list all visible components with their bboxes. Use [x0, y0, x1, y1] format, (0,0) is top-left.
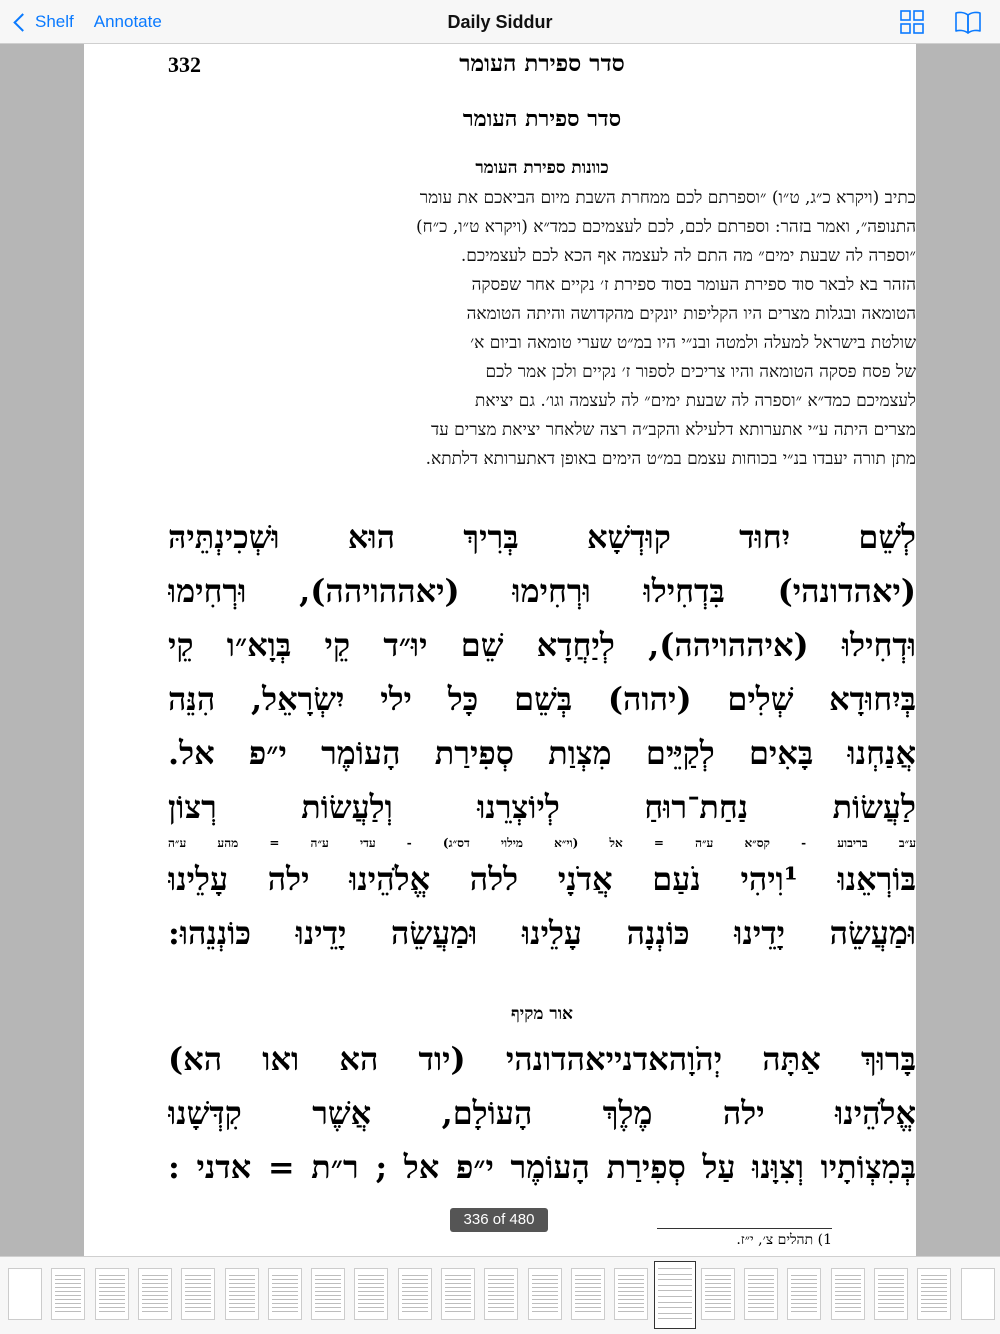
thumbnail-text-line	[705, 1291, 731, 1292]
prayer-line: בּוֹרְאֵנוּ ¹וִיהִי נֹעַם אֲדֹנָי ללה אֱלֹהֵינוּ ילה עָלֵינוּ	[168, 860, 916, 898]
thumbnail-text-line	[791, 1279, 817, 1280]
thumbnail-text-line	[358, 1307, 384, 1308]
paragraph-line: ״וספרה לה שבעת ימים״ מה התם לה לעצמה אף הכא לכם לעצמיכם.	[460, 246, 916, 266]
thumbnail-text-line	[315, 1283, 341, 1284]
navigation-bar	[0, 0, 1000, 44]
thumbnail-text-line	[142, 1311, 168, 1312]
thumbnail-text-line	[488, 1279, 514, 1280]
page-thumbnail[interactable]	[8, 1268, 42, 1320]
thumbnail-text-line	[55, 1311, 81, 1312]
thumbnail-text-line	[142, 1291, 168, 1292]
thumbnail-text-line	[55, 1275, 81, 1276]
thumbnail-text-line	[705, 1311, 731, 1312]
thumbnail-text-line	[142, 1299, 168, 1300]
thumbnail-text-line	[99, 1311, 125, 1312]
thumbnail-text-line	[445, 1299, 471, 1300]
thumbnail-text-line	[142, 1303, 168, 1304]
thumbnail-text-line	[921, 1311, 947, 1312]
thumbnail-text-line	[142, 1283, 168, 1284]
thumbnail-text-line	[835, 1303, 861, 1304]
page-thumbnail[interactable]	[874, 1268, 908, 1320]
thumbnail-text-line	[445, 1291, 471, 1292]
thumbnail-text-line	[99, 1299, 125, 1300]
book-open-icon[interactable]	[954, 8, 982, 36]
paragraph-line: מתן תורה יעבדו בנ״י בכוחות עצמם במ״ט הימים באופן דאתערותא דלתתא.	[425, 449, 916, 469]
thumbnail-text-line	[618, 1295, 644, 1296]
thumbnail-text-line	[878, 1299, 904, 1300]
thumbnail-text-line	[658, 1285, 692, 1286]
thumbnail-text-line	[229, 1291, 255, 1292]
thumbnail-text-line	[835, 1275, 861, 1276]
thumbnail-text-line	[315, 1279, 341, 1280]
thumbnail-text-line	[488, 1299, 514, 1300]
thumbnail-text-line	[315, 1287, 341, 1288]
page-thumbnail[interactable]	[484, 1268, 518, 1320]
thumbnail-text-line	[488, 1295, 514, 1296]
thumbnail-text-line	[921, 1279, 947, 1280]
thumbnail-text-line	[315, 1275, 341, 1276]
thumbnail-text-line	[315, 1299, 341, 1300]
thumbnail-text-line	[748, 1287, 774, 1288]
thumbnail-text-line	[229, 1307, 255, 1308]
thumbnail-text-line	[618, 1311, 644, 1312]
thumbnail-text-line	[445, 1279, 471, 1280]
thumbnail-text-line	[791, 1275, 817, 1276]
thumbnail-text-line	[618, 1283, 644, 1284]
thumbnail-text-line	[921, 1287, 947, 1288]
thumbnail-text-line	[835, 1291, 861, 1292]
thumbnail-text-line	[532, 1299, 558, 1300]
thumbnail-text-line	[921, 1283, 947, 1284]
gematria-note: ע״ב בריבוע - קס״א ע״ה = אל (וי״א מילוי דס״ג) - עדי ע״ה = מהע ע״ה	[168, 836, 916, 850]
thumbnail-text-line	[142, 1307, 168, 1308]
thumbnail-text-line	[618, 1299, 644, 1300]
app-title: Daily Siddur	[447, 12, 553, 32]
page-thumbnail-strip[interactable]	[0, 1256, 1000, 1334]
thumbnail-text-line	[142, 1279, 168, 1280]
page-thumbnail[interactable]	[398, 1268, 432, 1320]
thumbnail-text-line	[575, 1311, 601, 1312]
thumbnail-text-line	[658, 1318, 692, 1319]
page-thumbnail[interactable]	[268, 1268, 302, 1320]
thumbnail-text-line	[55, 1295, 81, 1296]
thumbnail-text-line	[55, 1291, 81, 1292]
thumbnail-text-line	[878, 1291, 904, 1292]
thumbnail-text-line	[272, 1279, 298, 1280]
thumbnail-text-line	[618, 1275, 644, 1276]
thumbnail-text-line	[748, 1311, 774, 1312]
page-thumbnail[interactable]	[181, 1268, 215, 1320]
thumbnail-text-line	[402, 1299, 428, 1300]
thumbnail-text-line	[402, 1287, 428, 1288]
thumbnail-text-line	[55, 1279, 81, 1280]
thumbnail-text-line	[705, 1283, 731, 1284]
thumbnail-text-line	[402, 1295, 428, 1296]
page-header	[168, 44, 916, 86]
paragraph-line: הזהר בא לבאר סוד ספירת העומר בסוד ספירת ז׳ נקיים אחר שפסקה	[471, 275, 916, 295]
thumbnail-text-line	[272, 1275, 298, 1276]
thumbnail-text-line	[185, 1311, 211, 1312]
prayer-line: (יאהדונהי) בִּדְחִילוּ וּרְחִימוּ (יאההויהה), וּרְחִימוּ	[168, 572, 916, 610]
thumbnail-text-line	[575, 1283, 601, 1284]
page-number: 332	[168, 52, 201, 77]
bracha-line: אֱלֹהֵינוּ ילה מֶלֶךְ הָעוֹלָם, אֲשֶׁר קִדְּשָׁנוּ	[168, 1094, 916, 1132]
thumbnail-text-line	[748, 1279, 774, 1280]
thumbnail-text-line	[142, 1295, 168, 1296]
thumbnail-text-line	[272, 1303, 298, 1304]
thumbnail-text-line	[791, 1287, 817, 1288]
thumbnail-text-line	[705, 1299, 731, 1300]
thumbnail-text-line	[229, 1283, 255, 1284]
thumbnail-text-line	[488, 1303, 514, 1304]
page-thumbnail[interactable]	[528, 1268, 562, 1320]
thumbnail-text-line	[835, 1307, 861, 1308]
thumbnail-text-line	[532, 1311, 558, 1312]
prayer-line: וּדְחִילוּ (איההויהה), לְיַחֲדָא שֵׁם יוּ״ד קֵי בְּוָא״ו קֵי	[168, 626, 916, 664]
thumbnail-text-line	[358, 1275, 384, 1276]
thumbnail-text-line	[272, 1283, 298, 1284]
thumbnail-text-line	[272, 1287, 298, 1288]
thumbnail-text-line	[488, 1287, 514, 1288]
thumbnail-text-line	[921, 1299, 947, 1300]
thumbnail-text-line	[358, 1303, 384, 1304]
thumbnail-text-line	[878, 1307, 904, 1308]
thumbnail-text-line	[575, 1291, 601, 1292]
thumbnail-text-line	[99, 1295, 125, 1296]
thumbnail-text-line	[55, 1283, 81, 1284]
thumbnail-text-line	[878, 1303, 904, 1304]
thumbnail-text-line	[402, 1291, 428, 1292]
thumbnail-text-line	[532, 1287, 558, 1288]
thumbnail-text-line	[878, 1279, 904, 1280]
page-thumbnail[interactable]	[138, 1268, 172, 1320]
thumbnail-text-line	[835, 1299, 861, 1300]
book-page	[84, 44, 916, 1256]
bracha-block	[168, 1032, 916, 1194]
thumbnail-text-line	[315, 1311, 341, 1312]
thumbnail-text-line	[315, 1291, 341, 1292]
thumbnail-text-line	[878, 1295, 904, 1296]
running-title: סדר ספירת העומר	[459, 50, 625, 77]
thumbnail-text-line	[99, 1291, 125, 1292]
thumbnail-text-line	[748, 1275, 774, 1276]
thumbnail-text-line	[878, 1287, 904, 1288]
thumbnail-text-line	[402, 1279, 428, 1280]
page-thumbnail[interactable]	[787, 1268, 821, 1320]
paragraph-line: התנופה״, ואמר בזהר: וספרתם לכם, לכם לעצמיכם כמד״א (ויקרא ט״ו, כ״ח)	[416, 217, 916, 237]
section-title: סדר ספירת העומר	[462, 106, 622, 132]
or-makif-title: אור מקיף	[511, 1004, 573, 1024]
thumbnail-text-line	[99, 1275, 125, 1276]
thumbnail-text-line	[185, 1303, 211, 1304]
thumbnail-text-line	[445, 1311, 471, 1312]
paragraph-line: שולטת בישראל למעלה ולמטה ובנ״י היו במ״ט שערי טומאה וביום א׳	[470, 333, 916, 353]
paragraph-line: של פסח פסקה הטומאה והיו צריכים לספור ז׳ נקיים ולכן אמר לכם	[485, 362, 916, 382]
thumbnail-text-line	[791, 1299, 817, 1300]
thumbnail-text-line	[315, 1295, 341, 1296]
thumbnail-text-line	[55, 1287, 81, 1288]
thumbnail-text-line	[315, 1303, 341, 1304]
thumbnail-text-line	[358, 1283, 384, 1284]
thumbnail-text-line	[229, 1303, 255, 1304]
thumbnail-text-line	[575, 1299, 601, 1300]
thumbnail-text-line	[488, 1275, 514, 1276]
thumbnail-text-line	[272, 1311, 298, 1312]
thumbnail-text-line	[705, 1303, 731, 1304]
thumbnail-text-line	[55, 1299, 81, 1300]
thumbnail-text-line	[185, 1287, 211, 1288]
thumbnail-text-line	[791, 1295, 817, 1296]
thumbnail-text-line	[791, 1311, 817, 1312]
bracha-line: בְּמִצְוֹתָיו וְצִוָּנוּ עַל סְפִירַת הָעוֹמֶר י״פ אל ; ר״ת = אדני :	[168, 1148, 916, 1186]
thumbnail-text-line	[618, 1307, 644, 1308]
thumbnail-text-line	[532, 1279, 558, 1280]
thumbnail-text-line	[402, 1303, 428, 1304]
thumbnail-text-line	[99, 1303, 125, 1304]
thumbnail-text-line	[921, 1291, 947, 1292]
thumbnail-text-line	[229, 1287, 255, 1288]
thumbnail-text-line	[358, 1287, 384, 1288]
thumbnail-text-line	[315, 1307, 341, 1308]
leshem-yichud-block	[168, 510, 916, 960]
thumbnail-text-line	[185, 1279, 211, 1280]
page-thumbnail[interactable]	[961, 1268, 995, 1320]
thumbnail-text-line	[488, 1311, 514, 1312]
thumbnail-text-line	[921, 1295, 947, 1296]
thumbnail-text-line	[575, 1303, 601, 1304]
page-thumbnail[interactable]	[744, 1268, 778, 1320]
thumbnail-text-line	[229, 1279, 255, 1280]
annotate-button[interactable]: Annotate	[93, 12, 162, 31]
thumbnail-text-line	[618, 1303, 644, 1304]
thumbnail-text-line	[658, 1290, 692, 1291]
thumbnail-text-line	[748, 1307, 774, 1308]
kavanot-paragraph	[168, 184, 916, 474]
page-thumbnail[interactable]	[571, 1268, 605, 1320]
thumbnail-text-line	[402, 1275, 428, 1276]
page-thumbnail[interactable]	[95, 1268, 129, 1320]
thumbnail-text-line	[705, 1275, 731, 1276]
thumbnail-text-line	[532, 1295, 558, 1296]
page-thumbnail-current[interactable]	[654, 1261, 696, 1329]
thumbnail-text-line	[618, 1287, 644, 1288]
thumbnail-text-line	[229, 1311, 255, 1312]
section-subtitle: כוונות ספירת העומר	[475, 158, 609, 178]
thumbnail-text-line	[272, 1295, 298, 1296]
thumbnail-text-line	[185, 1283, 211, 1284]
thumbnail-text-line	[705, 1279, 731, 1280]
thumbnail-text-line	[748, 1303, 774, 1304]
page-thumbnail[interactable]	[831, 1268, 865, 1320]
thumbnail-text-line	[185, 1299, 211, 1300]
thumbnail-text-line	[358, 1279, 384, 1280]
thumbnail-text-line	[185, 1307, 211, 1308]
thumbnail-text-line	[99, 1279, 125, 1280]
shelf-label: Shelf	[35, 12, 74, 31]
thumbnail-text-line	[575, 1279, 601, 1280]
thumbnail-text-line	[488, 1291, 514, 1292]
thumbnail-text-line	[272, 1307, 298, 1308]
thumbnail-text-line	[658, 1313, 692, 1314]
thumbnail-text-line	[445, 1283, 471, 1284]
thumbnail-text-line	[488, 1283, 514, 1284]
paragraph-line: מצרים היתה ע״י אתערותא דלעילא והקב״ה רצה שלאחר יציאת מצרים עד	[430, 420, 916, 440]
grid-icon[interactable]	[898, 8, 926, 36]
prayer-line: אֲנַחְנוּ בָּאִים לְקַיֵּים מִצְוַת סְפִירַת הָעוֹמֶר י״פ אל.	[168, 734, 916, 772]
thumbnail-text-line	[835, 1311, 861, 1312]
thumbnail-text-line	[835, 1287, 861, 1288]
thumbnail-text-line	[445, 1275, 471, 1276]
prayer-line: בְּיִחוּדָא שְׁלִים (יהוה) בְּשֵׁם כָּל ילי יִשְׂרָאֵל, הִנֵּה	[168, 680, 916, 718]
thumbnail-text-line	[705, 1287, 731, 1288]
thumbnail-text-line	[402, 1283, 428, 1284]
thumbnail-text-line	[658, 1302, 692, 1303]
thumbnail-text-line	[358, 1299, 384, 1300]
thumbnail-text-line	[358, 1295, 384, 1296]
thumbnail-text-line	[358, 1311, 384, 1312]
page-thumbnail[interactable]	[354, 1268, 388, 1320]
thumbnail-text-line	[272, 1299, 298, 1300]
thumbnail-text-line	[705, 1307, 731, 1308]
shelf-back-button[interactable]	[10, 12, 74, 32]
thumbnail-text-line	[575, 1295, 601, 1296]
thumbnail-text-line	[748, 1299, 774, 1300]
thumbnail-text-line	[835, 1279, 861, 1280]
thumbnail-text-line	[532, 1303, 558, 1304]
page-thumbnail[interactable]	[614, 1268, 648, 1320]
page-indicator: 336 of 480	[450, 1208, 548, 1232]
thumbnail-text-line	[445, 1287, 471, 1288]
thumbnail-text-line	[445, 1307, 471, 1308]
thumbnail-text-line	[358, 1291, 384, 1292]
prayer-line: וּמַעֲשֵׂה יָדֵינוּ כּוֹנְנָה עָלֵינוּ וּמַעֲשֵׂה יָדֵינוּ כּוֹנְנֵהוּ:	[168, 914, 916, 952]
thumbnail-text-line	[55, 1307, 81, 1308]
prayer-line: לְשֵׁם יִחוּד קוּדְשָׁא בְּרִיךְ הוּא וּשְׁכִינְתֵּיהּ	[168, 518, 916, 556]
thumbnail-text-line	[618, 1291, 644, 1292]
thumbnail-text-line	[402, 1307, 428, 1308]
thumbnail-text-line	[748, 1283, 774, 1284]
thumbnail-text-line	[532, 1291, 558, 1292]
thumbnail-text-line	[748, 1291, 774, 1292]
thumbnail-text-line	[878, 1275, 904, 1276]
thumbnail-text-line	[445, 1295, 471, 1296]
prayer-line: לַעֲשׂוֹת נַחַת־רוּחַ לְיוֹצְרֵנוּ וְלַעֲשׂוֹת רְצוֹן	[168, 788, 916, 826]
thumbnail-text-line	[445, 1303, 471, 1304]
thumbnail-text-line	[142, 1275, 168, 1276]
chevron-left-icon	[13, 13, 31, 31]
thumbnail-text-line	[229, 1295, 255, 1296]
thumbnail-text-line	[142, 1287, 168, 1288]
footnote-divider	[657, 1228, 832, 1229]
thumbnail-text-line	[748, 1295, 774, 1296]
thumbnail-text-line	[402, 1311, 428, 1312]
page-thumbnail[interactable]	[701, 1268, 735, 1320]
thumbnail-text-line	[55, 1303, 81, 1304]
thumbnail-text-line	[835, 1295, 861, 1296]
footnote: 1) תהלים צ׳, י״ז.	[736, 1232, 832, 1248]
thumbnail-text-line	[791, 1283, 817, 1284]
thumbnail-text-line	[658, 1279, 692, 1280]
thumbnail-text-line	[658, 1274, 692, 1275]
thumbnail-text-line	[791, 1307, 817, 1308]
thumbnail-text-line	[791, 1303, 817, 1304]
thumbnail-text-line	[921, 1307, 947, 1308]
thumbnail-text-line	[878, 1311, 904, 1312]
thumbnail-text-line	[185, 1275, 211, 1276]
paragraph-line: לעצמיכם כמד״א ״וספרה לה שבעת ימים״ לה לעצמה וגו׳. גם יציאת	[474, 391, 916, 411]
thumbnail-text-line	[185, 1295, 211, 1296]
page-thumbnail[interactable]	[311, 1268, 345, 1320]
thumbnail-text-line	[99, 1287, 125, 1288]
thumbnail-text-line	[575, 1307, 601, 1308]
page-thumbnail[interactable]	[441, 1268, 475, 1320]
bracha-line: בָּרוּךְ אַתָּה יְהֹוָהאדנייאהדונהי (יוד הא ואו הא)	[168, 1040, 916, 1078]
thumbnail-text-line	[229, 1299, 255, 1300]
thumbnail-text-line	[878, 1283, 904, 1284]
thumbnail-text-line	[791, 1291, 817, 1292]
thumbnail-text-line	[532, 1283, 558, 1284]
page-thumbnail[interactable]	[917, 1268, 951, 1320]
thumbnail-text-line	[658, 1268, 692, 1269]
thumbnail-text-line	[921, 1275, 947, 1276]
thumbnail-text-line	[185, 1291, 211, 1292]
thumbnail-text-line	[272, 1291, 298, 1292]
thumbnail-text-line	[99, 1283, 125, 1284]
thumbnail-text-line	[705, 1295, 731, 1296]
thumbnail-text-line	[488, 1307, 514, 1308]
thumbnail-text-line	[575, 1275, 601, 1276]
thumbnail-text-line	[99, 1307, 125, 1308]
page-thumbnail[interactable]	[51, 1268, 85, 1320]
thumbnail-text-line	[618, 1279, 644, 1280]
paragraph-line: כתיב (ויקרא כ״ג, ט״ו) ״וספרתם לכם ממחרת השבת מיום הביאכם את עומר	[419, 188, 916, 208]
page-thumbnail[interactable]	[225, 1268, 259, 1320]
thumbnail-text-line	[658, 1307, 692, 1308]
thumbnail-text-line	[532, 1275, 558, 1276]
thumbnail-text-line	[532, 1307, 558, 1308]
thumbnail-text-line	[575, 1287, 601, 1288]
paragraph-line: הטומאה ובגלות מצרים היו הקליפות יונקים מהקדושה והיתה הטומאה	[466, 304, 916, 324]
thumbnail-text-line	[658, 1296, 692, 1297]
thumbnail-text-line	[229, 1275, 255, 1276]
thumbnail-text-line	[835, 1283, 861, 1284]
thumbnail-text-line	[921, 1303, 947, 1304]
